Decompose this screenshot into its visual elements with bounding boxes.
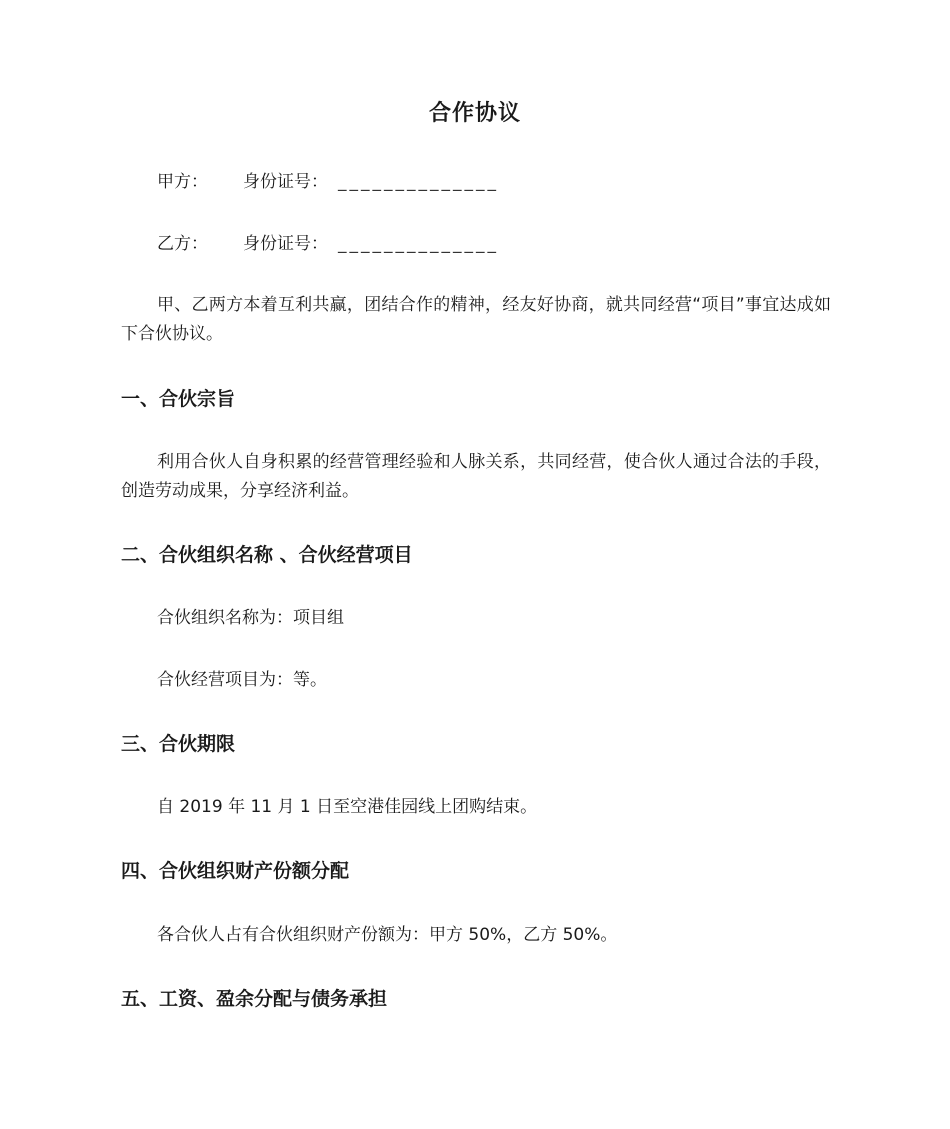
party-b-label: 乙方：	[157, 234, 208, 254]
intro-paragraph: 甲、乙两方本着互利共赢，团结合作的精神，经友好协商，就共同经营“项目”事宜达成如下合伙协议。	[121, 295, 831, 344]
section-heading-4: 四、合伙组织财产份额分配	[121, 860, 350, 882]
section-1-paragraph: 利用合伙人自身积累的经营管理经验和人脉关系，共同经营，使合伙人通过合法的手段，创造劳动成果，分享经济利益。	[121, 452, 831, 501]
party-a-id-label: 身份证号：	[243, 172, 328, 192]
section-heading-2: 二、合伙组织名称 、合伙经营项目	[121, 544, 413, 566]
party-b-line	[157, 232, 499, 256]
party-a-label: 甲方：	[157, 172, 208, 192]
section-heading-3: 三、合伙期限	[121, 733, 236, 755]
document-title: 合作协议	[428, 101, 521, 126]
section-2-line-1: 合伙组织名称为：项目组	[157, 608, 344, 628]
section-2-line-2: 合伙经营项目为：等。	[157, 670, 327, 690]
party-a-id-blank: ______________	[338, 172, 499, 192]
section-3-line-1: 自 2019 年 11 月 1 日至空港佳园线上团购结束。	[157, 797, 538, 817]
section-heading-1: 一、合伙宗旨	[121, 388, 236, 410]
section-heading-5: 五、工资、盈余分配与债务承担	[121, 988, 388, 1010]
party-a-line	[157, 170, 499, 194]
party-b-id-label: 身份证号：	[243, 234, 328, 254]
party-b-id-blank: ______________	[338, 234, 499, 254]
section-4-line-1: 各合伙人占有合伙组织财产份额为：甲方 50%，乙方 50%。	[157, 925, 618, 945]
